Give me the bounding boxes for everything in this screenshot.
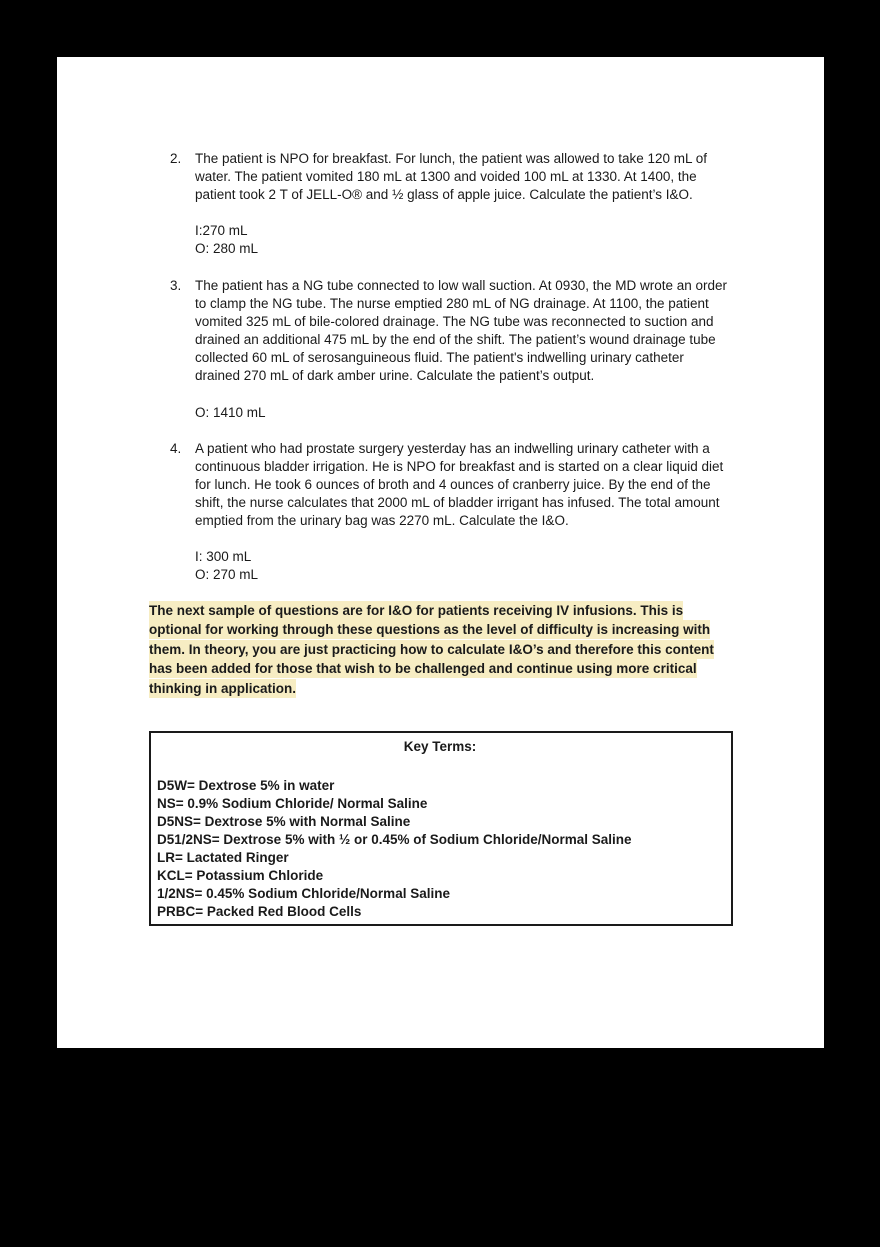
highlight-mark: The next sample of questions are for I&O for patients receiving IV infusions. This is optional for working through these questions as the level of difficulty is increasing with them. In theory, you are just practicing how to calculate I&O’s and therefore this content has been added for those that wish to be challenged and continue using more critical thinking in application.: [149, 603, 714, 696]
answer-line: O: 270 mL: [195, 567, 259, 582]
highlighted-note: [149, 601, 731, 698]
key-term-line: LR= Lactated Ringer: [157, 850, 289, 866]
question-number: 4.: [170, 441, 182, 456]
answer-block: [195, 548, 731, 584]
answer-line: I:270 mL: [195, 223, 248, 238]
page-content: [149, 150, 731, 926]
key-term-line: 1/2NS= 0.45% Sodium Chloride/Normal Saline: [157, 886, 450, 902]
question-text: The patient is NPO for breakfast. For lunch, the patient was allowed to take 120 mL of water. The patient vomited 180 mL at 1300 and voided 100 mL at 1330. At 1400, the patient took 2 T of JELL-O® and ½ glass of apple juice. Calculate the patient’s I&O.: [195, 151, 708, 202]
key-term-line: KCL= Potassium Chloride: [157, 868, 324, 884]
key-terms-title: Key Terms:: [403, 739, 477, 755]
key-terms-box: [149, 731, 733, 926]
question-text: The patient has a NG tube connected to low wall suction. At 0930, the MD wrote an order to clamp the NG tube. The nurse emptied 280 mL of NG drainage. At 1100, the patient vomited 325 mL of bile-colored drainage. The NG tube was reconnected to suction and drained an additional 475 mL by the end of the shift. The patient’s wound drainage tube collected 60 mL of serosanguineous fluid. The patient's indwelling urinary catheter drained 270 mL of dark amber urine. Calculate the patient’s output.: [195, 278, 728, 383]
key-term-line: D51/2NS= Dextrose 5% with ½ or 0.45% of Sodium Chloride/Normal Saline: [157, 832, 632, 848]
answer-line: I: 300 mL: [195, 549, 252, 564]
question-item: [170, 277, 731, 385]
question-number: 2.: [170, 151, 182, 166]
answer-line: O: 1410 mL: [195, 405, 266, 420]
key-term-line: D5NS= Dextrose 5% with Normal Saline: [157, 814, 411, 830]
question-number: 3.: [170, 278, 182, 293]
answer-line: O: 280 mL: [195, 241, 259, 256]
key-term-line: D5W= Dextrose 5% in water: [157, 778, 335, 794]
question-item: [170, 150, 731, 204]
question-item: [170, 440, 731, 530]
key-term-line: NS= 0.9% Sodium Chloride/ Normal Saline: [157, 796, 428, 812]
key-term-line: PRBC= Packed Red Blood Cells: [157, 904, 362, 920]
question-text: A patient who had prostate surgery yesterday has an indwelling urinary catheter with a continuous bladder irrigation. He is NPO for breakfast and is started on a clear liquid diet for lunch. He took 6 ounces of broth and 4 ounces of cranberry juice. By the end of the shift, the nurse calculates that 2000 mL of bladder irrigant has infused. The total amount emptied from the urinary bag was 2270 mL. Calculate the I&O.: [195, 441, 724, 528]
answer-block: [195, 222, 731, 258]
document-page: [57, 57, 824, 1048]
answer-block: [195, 404, 731, 422]
key-terms-list: [157, 777, 723, 921]
